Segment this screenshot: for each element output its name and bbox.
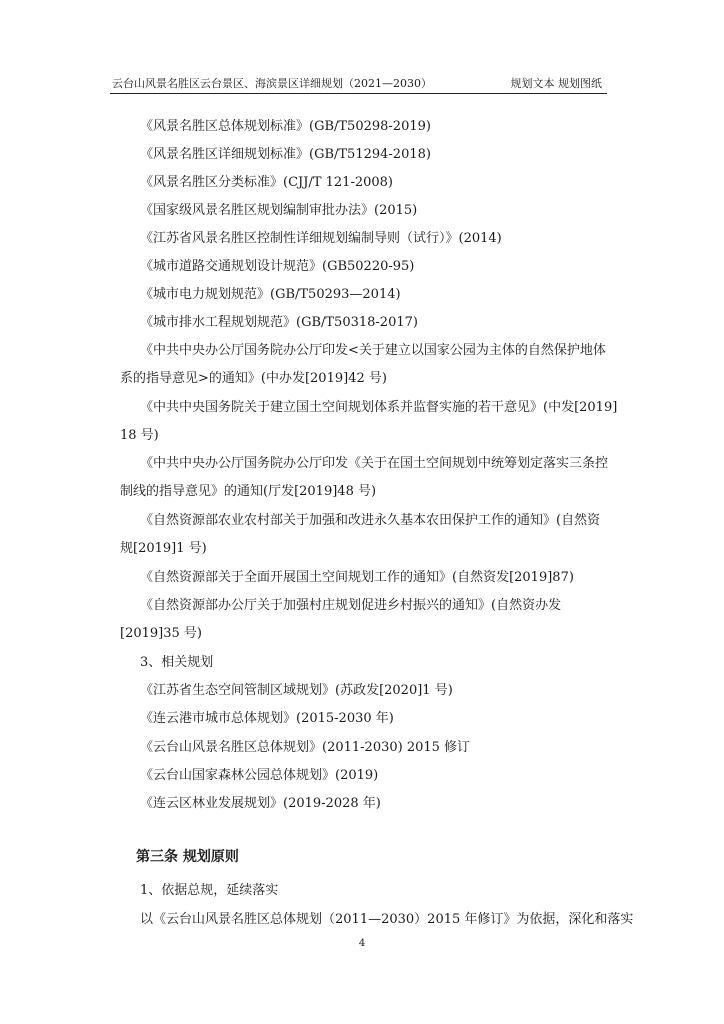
reference-line: 《风景名胜区分类标准》(CJJ/T 121-2008) — [140, 175, 393, 190]
reference-line-continuation: 规[2019]1 号) — [120, 541, 207, 556]
reference-line: 《云台山风景名胜区总体规划》(2011-2030) 2015 修订 — [140, 740, 471, 755]
reference-line: 《云台山国家森林公园总体规划》(2019) — [140, 768, 379, 783]
reference-line: 《风景名胜区总体规划标准》(GB/T50298-2019) — [140, 119, 431, 134]
page-header — [112, 76, 612, 92]
reference-line: 《城市道路交通规划设计规范》(GB50220-95) — [140, 259, 415, 274]
reference-line: 《自然资源部办公厅关于加强村庄规划促进乡村振兴的通知》(自然资办发 — [140, 598, 562, 613]
section-title: 第三条 规划原则 — [136, 849, 239, 865]
reference-line-continuation: 系的指导意见>的通知》(中办发[2019]42 号) — [120, 371, 387, 386]
reference-line: 《连云港市城市总体规划》(2015-2030 年) — [140, 711, 394, 726]
reference-line: 《中共中央办公厅国务院办公厅印发<关于建立以国家公园为主体的自然保护地体 — [140, 343, 606, 358]
header-divider — [110, 93, 607, 94]
header-doc-type: 规划文本 规划图纸 — [510, 77, 602, 90]
reference-line: 《中共中央办公厅国务院办公厅印发《关于在国土空间规划中统筹划定落实三条控 — [140, 456, 609, 471]
reference-line: 《江苏省生态空间管制区域规划》(苏政发[2020]1 号) — [140, 683, 453, 698]
reference-line: 《风景名胜区详细规划标准》(GB/T51294-2018) — [140, 147, 431, 162]
reference-line: 《城市电力规划规范》(GB/T50293—2014) — [140, 287, 401, 302]
principle-paragraph: 以《云台山风景名胜区总体规划（2011—2030）2015 年修订》为依据，深化和落实 — [140, 912, 634, 927]
reference-line: 《国家级风景名胜区规划编制审批办法》(2015) — [140, 203, 418, 218]
reference-line-continuation: [2019]35 号) — [120, 626, 202, 641]
reference-line: 《城市排水工程规划规范》(GB/T50318-2017) — [140, 315, 418, 330]
reference-line-continuation: 18 号) — [120, 428, 159, 443]
reference-line: 《江苏省风景名胜区控制性详细规划编制导则（试行）》(2014) — [140, 231, 502, 246]
header-title: 云台山风景名胜区云台景区、海滨景区详细规划（2021—2030） — [112, 77, 432, 90]
reference-line: 《中共中央国务院关于建立国土空间规划体系并监督实施的若干意见》(中发[2019] — [140, 400, 618, 415]
reference-line: 《自然资源部关于全面开展国土空间规划工作的通知》(自然资发[2019]87) — [140, 570, 574, 585]
principle-heading: 1、依据总规，延续落实 — [140, 883, 279, 898]
reference-line: 《自然资源部农业农村部关于加强和改进永久基本农田保护工作的通知》(自然资 — [140, 513, 601, 528]
reference-line-continuation: 制线的指导意见》的通知(厅发[2019]48 号) — [120, 484, 377, 499]
reference-line: 《连云区林业发展规划》(2019-2028 年) — [140, 796, 381, 811]
page-number: 4 — [358, 938, 366, 949]
subsection-heading: 3、相关规划 — [140, 655, 214, 670]
